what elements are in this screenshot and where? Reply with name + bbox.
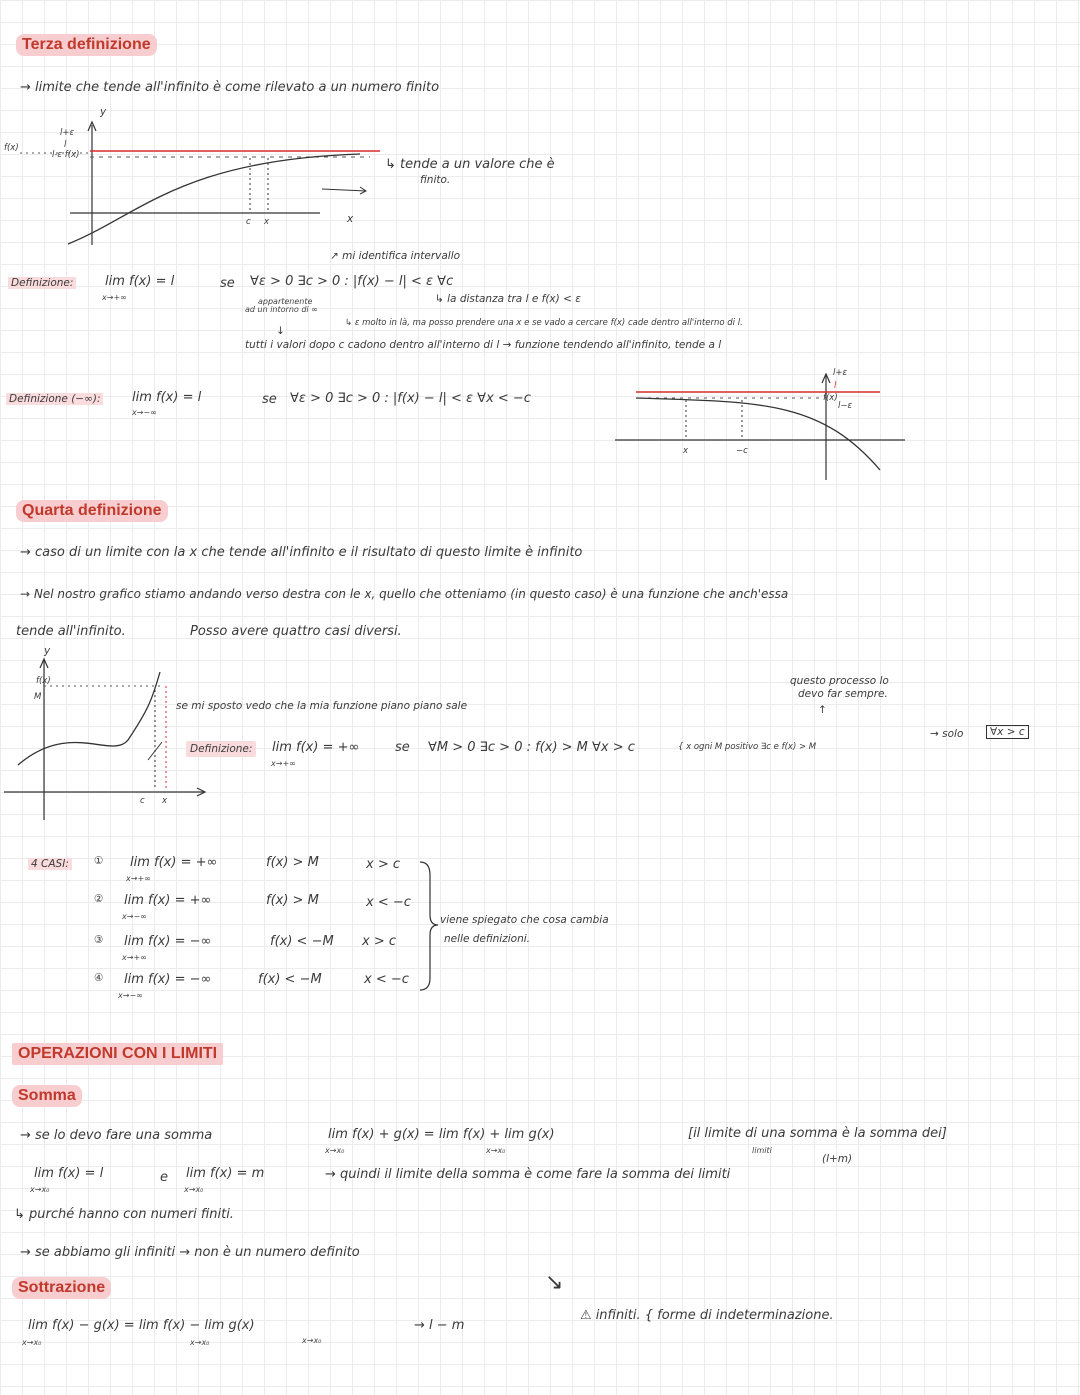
def-under-1: appartenente (258, 297, 313, 306)
somma-lim-1: lim f(x) = l (34, 1166, 104, 1181)
graph-xaxis-label: x (347, 213, 354, 225)
def2-condition: ∀ε > 0 ∃c > 0 : |f(x) − l| < ε ∀x < −c (290, 391, 531, 406)
quarta-def-limit: lim f(x) = +∞ (272, 740, 360, 755)
caso-limit: lim f(x) = +∞ (124, 893, 212, 908)
def-all-values-note: tutti i valori dopo c cadono dentro all'interno di l → funzione tendendo all'infinito, tende a l (245, 339, 722, 351)
graph3-c: c (140, 796, 145, 806)
caso-condition: f(x) > M (266, 893, 319, 908)
caso-condition: f(x) < −M (258, 972, 322, 987)
graph2-l: l (834, 381, 837, 391)
section-title-terza: Terza definizione (16, 34, 157, 56)
quarta-note-processo-2: devo far sempre. (798, 688, 888, 700)
somma-lim-2-sub: x→x₀ (184, 1185, 204, 1194)
section-title-operazioni: OPERAZIONI CON I LIMITI (12, 1043, 223, 1065)
caso-sub: x→+∞ (122, 953, 147, 962)
quarta-def-se: se (395, 740, 410, 755)
def2-label: Definizione (−∞): (6, 393, 103, 405)
caso-sub: x→−∞ (118, 991, 143, 1000)
quarta-def-condition: ∀M > 0 ∃c > 0 : f(x) > M ∀x > c (428, 740, 635, 755)
casi-note-1: viene spiegato che cosa cambia (440, 914, 609, 926)
graph-l-plus-eps: l+ε (60, 128, 75, 138)
caso-sub: x→−∞ (122, 912, 147, 921)
graph3-fx: f(x) (36, 676, 51, 686)
terza-note-finito-2: finito. (420, 174, 451, 186)
graph-c-label: c (246, 217, 251, 227)
somma-quindi: → quindi il limite della somma è come fare la somma dei limiti (325, 1167, 731, 1182)
def-condition: ∀ε > 0 ∃c > 0 : |f(x) − l| < ε ∀c (250, 274, 454, 289)
def2-limit-sub: x→−∞ (132, 408, 157, 417)
somma-line-1: → se lo devo fare una somma (20, 1128, 213, 1143)
somma-lim-1-sub: x→x₀ (30, 1185, 50, 1194)
caso-condition: f(x) > M (266, 855, 319, 870)
caso-number: ① (94, 855, 104, 867)
somma-l-plus-m: (l+m) (822, 1153, 853, 1165)
quarta-up-arrow: ↑ (818, 704, 827, 716)
caso-domain: x < −c (366, 895, 411, 910)
caso-domain: x > c (362, 934, 396, 949)
graph2-minus-c: −c (736, 446, 748, 456)
graph2-l-minus-eps: l−ε (838, 401, 853, 411)
quarta-note-sale: se mi sposto vedo che la mia funzione piano piano sale (176, 700, 468, 712)
caso-number: ③ (94, 934, 104, 946)
somma-infiniti: → se abbiamo gli infiniti → non è un numero definito (20, 1245, 360, 1260)
somma-formula-note-limiti: limiti (752, 1146, 772, 1155)
graph-x-label: x (264, 217, 270, 227)
graph3-M: M (34, 692, 42, 702)
caso-limit: lim f(x) = −∞ (124, 934, 212, 949)
def-above-note: ↗ mi identifica intervallo (330, 250, 461, 262)
graph-y-label: y (100, 106, 107, 118)
def-eps-note: ↳ ε molto in là, ma posso prendere una x e se vado a cercare f(x) cade dentro all'interno di l. (345, 318, 743, 328)
terza-intro: → limite che tende all'infinito è come rilevato a un numero finito (20, 80, 440, 95)
sottrazione-sub-3: x→x₀ (302, 1336, 322, 1345)
somma-formula: lim f(x) + g(x) = lim f(x) + lim g(x) (328, 1127, 555, 1142)
def2-limit: lim f(x) = l (132, 390, 202, 405)
quarta-line-3a: tende all'infinito. (16, 624, 126, 639)
sottrazione-formula: lim f(x) − g(x) = lim f(x) − lim g(x) (28, 1318, 255, 1333)
caso-number: ④ (94, 972, 104, 984)
graph2-x: x (683, 446, 689, 456)
graph3-y: y (44, 645, 51, 657)
sottrazione-sub-2: x→x₀ (190, 1338, 210, 1347)
def-distance-note: ↳ la distanza tra l e f(x) < ε (435, 293, 581, 305)
caso-sub: x→+∞ (126, 874, 151, 883)
quarta-note-processo-1: questo processo lo (790, 675, 889, 687)
graph2-fx: f(x) (823, 393, 838, 403)
terza-note-finito: ↳ tende a un valore che è (385, 157, 555, 172)
section-title-somma: Somma (12, 1085, 82, 1107)
quarta-line-1: → caso di un limite con la x che tende all'infinito e il risultato di questo limite è infinito (20, 545, 583, 560)
quarta-def-label: Definizione: (186, 741, 256, 757)
def-limit: lim f(x) = l (105, 274, 175, 289)
def-se: se (220, 276, 235, 291)
caso-domain: x < −c (364, 972, 409, 987)
somma-e: e (160, 1170, 168, 1185)
caso-condition: f(x) < −M (270, 934, 334, 949)
somma-purche: ↳ purché hanno con numeri finiti. (14, 1207, 234, 1222)
casi-label: 4 CASI: (28, 858, 72, 870)
somma-lim-2: lim f(x) = m (186, 1166, 265, 1181)
caso-domain: x > c (366, 857, 400, 872)
somma-formula-sub-1: x→x₀ (325, 1146, 345, 1155)
graph-l-minus-eps: l-ε f(x) (52, 150, 80, 160)
def-down-arrow: ↓ (276, 325, 285, 337)
somma-warning: ⚠ infiniti. { forme di indeterminazione. (580, 1308, 834, 1323)
caso-limit: lim f(x) = +∞ (130, 855, 218, 870)
section-title-sottrazione: Sottrazione (12, 1277, 111, 1299)
graph2-l-plus-eps: l+ε (833, 368, 848, 378)
quarta-def-brace-note: { x ogni M positivo ∃c e f(x) > M (678, 742, 817, 752)
def-label: Definizione: (8, 277, 76, 289)
caso-number: ② (94, 893, 104, 905)
quarta-def-box: ∀x > c (986, 725, 1029, 739)
section-title-quarta: Quarta definizione (16, 500, 168, 522)
quarta-line-3b: Posso avere quattro casi diversi. (190, 624, 402, 639)
somma-formula-sub-2: x→x₀ (486, 1146, 506, 1155)
caso-limit: lim f(x) = −∞ (124, 972, 212, 987)
def-under-2: ad un intorno di ∞ (245, 305, 318, 314)
def2-se: se (262, 392, 277, 407)
def-limit-sub: x→+∞ (102, 293, 127, 302)
graph3-x: x (162, 796, 168, 806)
sottrazione-result: → l − m (414, 1318, 465, 1333)
casi-note-2: nelle definizioni. (444, 933, 530, 945)
quarta-def-limit-sub: x→+∞ (271, 759, 296, 768)
somma-formula-note: [il limite di una somma è la somma dei] (688, 1126, 947, 1141)
somma-arrow: ↘ (545, 1270, 564, 1295)
quarta-def-solo: → solo (930, 728, 964, 740)
quarta-line-2: → Nel nostro grafico stiamo andando verso destra con le x, quello che otteniamo (in questo caso) è una funzione che anch'essa (20, 587, 789, 601)
graph-l: l (64, 140, 67, 150)
sottrazione-sub-1: x→x₀ (22, 1338, 42, 1347)
graph-fx-label: f(x) (4, 143, 19, 153)
